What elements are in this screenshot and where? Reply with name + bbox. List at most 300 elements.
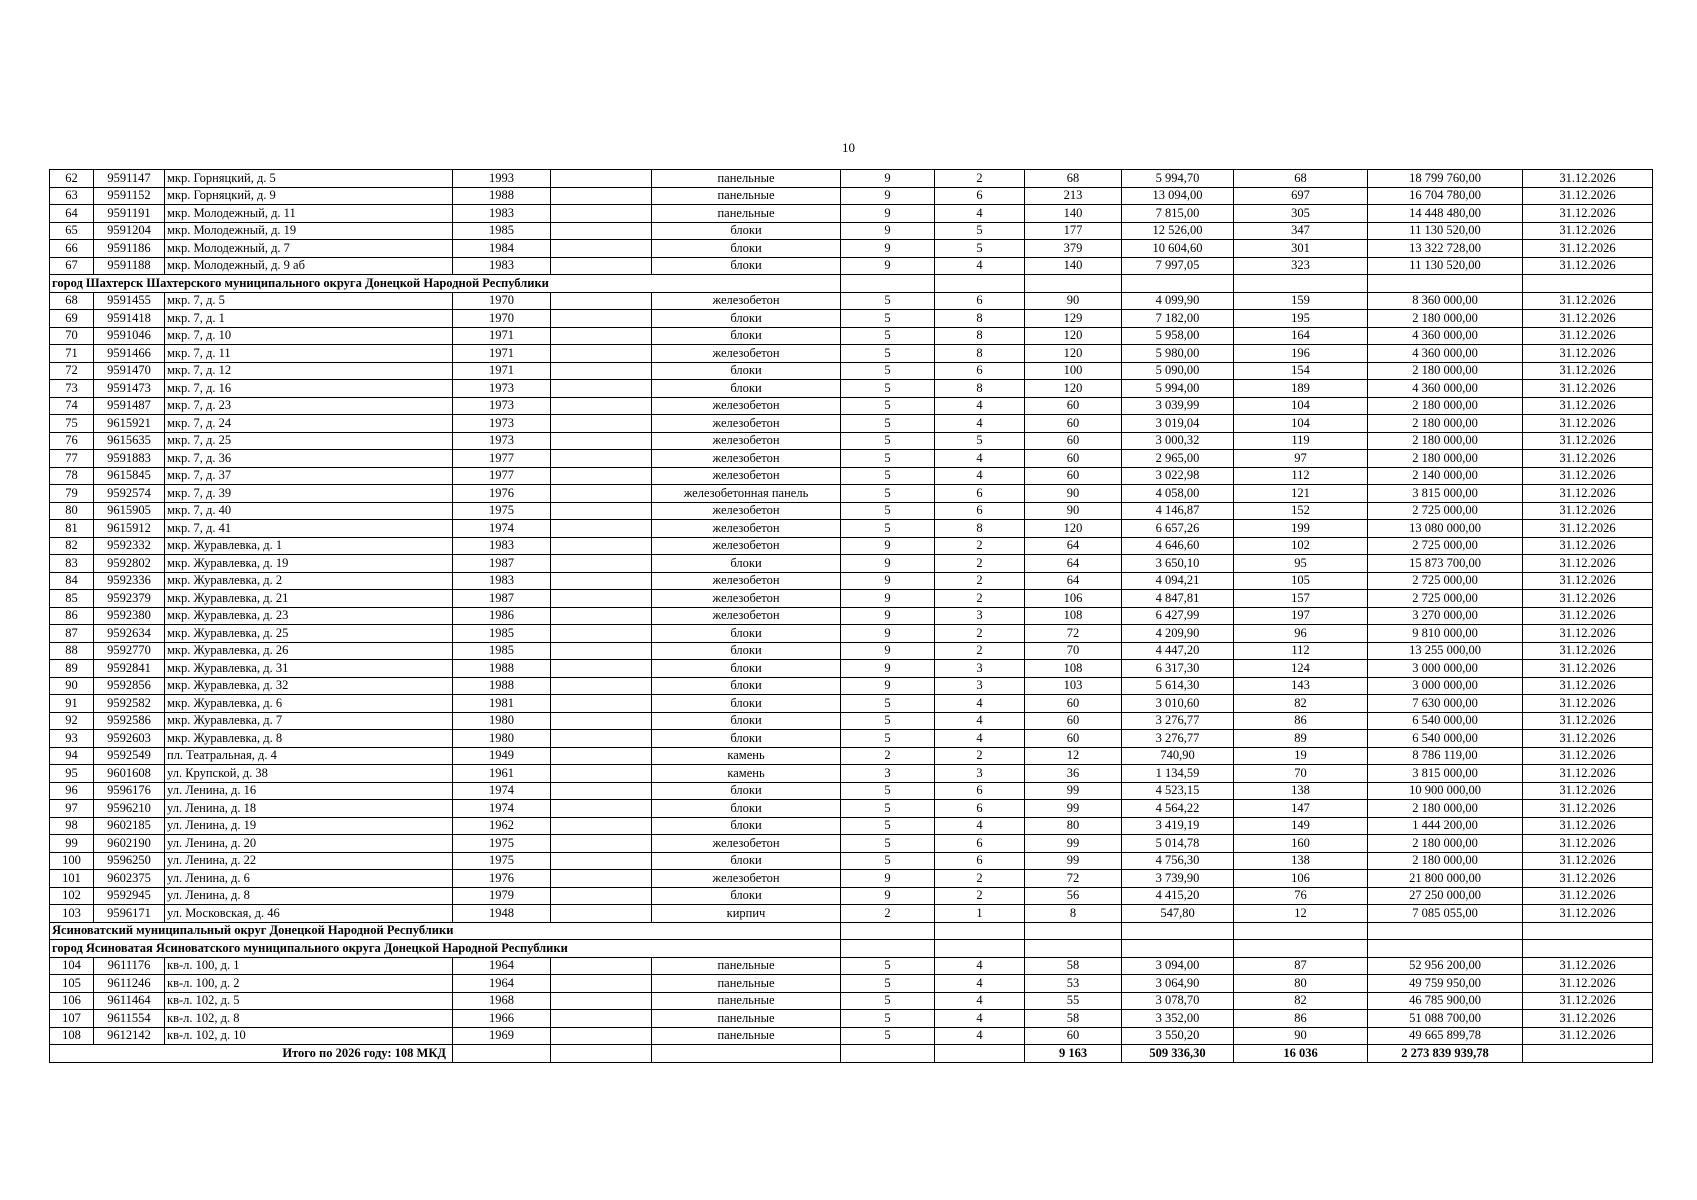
table-body [50,170,1653,1063]
empty-cell [1523,1045,1653,1063]
entrances-cell: 2 [935,170,1025,188]
entrances-cell: 3 [935,765,1025,783]
empty-cell [1368,275,1523,293]
deadline-cell: 31.12.2026 [1523,590,1653,608]
floors-cell: 5 [841,502,935,520]
cost-cell: 4 360 000,00 [1368,327,1523,345]
table-row [50,712,1653,730]
apartments-cell: 90 [1025,485,1122,503]
entrances-cell: 5 [935,432,1025,450]
build-year-cell: 1983 [453,205,551,223]
entrances-cell: 2 [935,747,1025,765]
building-id-cell: 9592841 [94,660,165,678]
area-cell: 4 099,90 [1122,292,1234,310]
empty-cell-cell [551,677,652,695]
area-cell: 5 958,00 [1122,327,1234,345]
address-cell: мкр. Молодежный, д. 19 [165,222,453,240]
row-number-cell: 67 [50,257,94,275]
residents-cell: 164 [1234,327,1368,345]
empty-cell [1523,940,1653,958]
residents-cell: 68 [1234,170,1368,188]
cost-cell: 2 725 000,00 [1368,572,1523,590]
row-number-cell: 64 [50,205,94,223]
row-number-cell: 93 [50,730,94,748]
residents-cell: 323 [1234,257,1368,275]
area-cell: 5 090,00 [1122,362,1234,380]
table-row [50,607,1653,625]
build-year-cell: 1987 [453,555,551,573]
residents-cell: 138 [1234,782,1368,800]
entrances-cell: 1 [935,905,1025,923]
entrances-cell: 2 [935,555,1025,573]
building-id-cell: 9592770 [94,642,165,660]
row-number-cell: 65 [50,222,94,240]
address-cell: мкр. Журавлевка, д. 26 [165,642,453,660]
entrances-cell: 4 [935,1010,1025,1028]
area-cell: 6 427,99 [1122,607,1234,625]
address-cell: мкр. Журавлевка, д. 8 [165,730,453,748]
address-cell: мкр. 7, д. 24 [165,415,453,433]
table-row [50,817,1653,835]
residents-cell: 195 [1234,310,1368,328]
building-id-cell: 9592336 [94,572,165,590]
address-cell: ул. Ленина, д. 19 [165,817,453,835]
cost-cell: 3 815 000,00 [1368,765,1523,783]
floors-cell: 5 [841,695,935,713]
building-id-cell: 9592582 [94,695,165,713]
building-id-cell: 9596250 [94,852,165,870]
build-year-cell: 1974 [453,520,551,538]
building-id-cell: 9592856 [94,677,165,695]
building-id-cell: 9615921 [94,415,165,433]
empty-cell-cell [551,362,652,380]
building-id-cell: 9591152 [94,187,165,205]
cost-cell: 9 810 000,00 [1368,625,1523,643]
build-year-cell: 1981 [453,695,551,713]
row-number-cell: 79 [50,485,94,503]
apartments-cell: 72 [1025,625,1122,643]
wall-material-cell: железобетон [652,397,841,415]
row-number-cell: 74 [50,397,94,415]
entrances-cell: 3 [935,607,1025,625]
empty-cell-cell [551,782,652,800]
floors-cell: 9 [841,537,935,555]
building-id-cell: 9611246 [94,975,165,993]
floors-cell: 9 [841,590,935,608]
build-year-cell: 1970 [453,292,551,310]
area-cell: 5 980,00 [1122,345,1234,363]
deadline-cell: 31.12.2026 [1523,870,1653,888]
wall-material-cell: железобетон [652,520,841,538]
deadline-cell: 31.12.2026 [1523,537,1653,555]
apartments-cell: 106 [1025,590,1122,608]
apartments-cell: 64 [1025,572,1122,590]
area-cell: 5 014,78 [1122,835,1234,853]
row-number-cell: 91 [50,695,94,713]
entrances-cell: 4 [935,817,1025,835]
entrances-cell: 2 [935,625,1025,643]
cost-cell: 13 080 000,00 [1368,520,1523,538]
row-number-cell: 77 [50,450,94,468]
cost-cell: 2 180 000,00 [1368,397,1523,415]
address-cell: мкр. Журавлевка, д. 2 [165,572,453,590]
table-row [50,170,1653,188]
build-year-cell: 1966 [453,1010,551,1028]
empty-cell [1122,940,1234,958]
entrances-cell: 5 [935,222,1025,240]
wall-material-cell: железобетонная панель [652,485,841,503]
empty-cell-cell [551,642,652,660]
floors-cell: 9 [841,222,935,240]
building-id-cell: 9602375 [94,870,165,888]
empty-cell-cell [551,397,652,415]
address-cell: мкр. Журавлевка, д. 6 [165,695,453,713]
area-cell: 3 352,00 [1122,1010,1234,1028]
entrances-cell: 8 [935,520,1025,538]
entrances-cell: 5 [935,240,1025,258]
build-year-cell: 1979 [453,887,551,905]
cost-cell: 49 665 899,78 [1368,1027,1523,1045]
deadline-cell: 31.12.2026 [1523,712,1653,730]
building-id-cell: 9602190 [94,835,165,853]
empty-cell-cell [551,765,652,783]
build-year-cell: 1985 [453,222,551,240]
deadline-cell: 31.12.2026 [1523,170,1653,188]
row-number-cell: 69 [50,310,94,328]
building-id-cell: 9591470 [94,362,165,380]
floors-cell: 5 [841,800,935,818]
address-cell: мкр. 7, д. 11 [165,345,453,363]
apartments-cell: 53 [1025,975,1122,993]
apartments-cell: 68 [1025,170,1122,188]
building-id-cell: 9611464 [94,992,165,1010]
residents-cell: 97 [1234,450,1368,468]
empty-cell-cell [551,485,652,503]
empty-cell [841,1045,935,1063]
floors-cell: 3 [841,765,935,783]
entrances-cell: 2 [935,642,1025,660]
entrances-cell: 8 [935,310,1025,328]
residents-cell: 157 [1234,590,1368,608]
deadline-cell: 31.12.2026 [1523,957,1653,975]
address-cell: мкр. Молодежный, д. 9 аб [165,257,453,275]
apartments-cell: 177 [1025,222,1122,240]
wall-material-cell: панельные [652,975,841,993]
table-row [50,765,1653,783]
floors-cell: 9 [841,257,935,275]
floors-cell: 5 [841,852,935,870]
empty-cell-cell [551,380,652,398]
build-year-cell: 1970 [453,310,551,328]
building-id-cell: 9596210 [94,800,165,818]
apartments-cell: 90 [1025,502,1122,520]
table-row [50,450,1653,468]
floors-cell: 5 [841,380,935,398]
empty-cell-cell [551,520,652,538]
cost-cell: 46 785 900,00 [1368,992,1523,1010]
build-year-cell: 1985 [453,642,551,660]
residents-cell: 104 [1234,397,1368,415]
entrances-cell: 4 [935,1027,1025,1045]
row-number-cell: 72 [50,362,94,380]
empty-cell [453,1045,551,1063]
wall-material-cell: блоки [652,660,841,678]
wall-material-cell: блоки [652,555,841,573]
wall-material-cell: блоки [652,257,841,275]
cost-cell: 4 360 000,00 [1368,380,1523,398]
address-cell: ул. Ленина, д. 18 [165,800,453,818]
wall-material-cell: блоки [652,817,841,835]
wall-material-cell: железобетон [652,590,841,608]
cost-cell: 11 130 520,00 [1368,257,1523,275]
deadline-cell: 31.12.2026 [1523,555,1653,573]
wall-material-cell: блоки [652,887,841,905]
row-number-cell: 63 [50,187,94,205]
cost-cell: 51 088 700,00 [1368,1010,1523,1028]
wall-material-cell: блоки [652,642,841,660]
entrances-cell: 3 [935,677,1025,695]
address-cell: мкр. Журавлевка, д. 23 [165,607,453,625]
address-cell: мкр. 7, д. 41 [165,520,453,538]
apartments-cell: 99 [1025,782,1122,800]
deadline-cell: 31.12.2026 [1523,905,1653,923]
row-number-cell: 73 [50,380,94,398]
building-id-cell: 9592379 [94,590,165,608]
build-year-cell: 1973 [453,432,551,450]
cost-cell: 6 540 000,00 [1368,712,1523,730]
empty-cell-cell [551,625,652,643]
empty-cell [652,1045,841,1063]
building-id-cell: 9591191 [94,205,165,223]
building-id-cell: 9611554 [94,1010,165,1028]
entrances-cell: 4 [935,397,1025,415]
section-title: город Ясиноватая Ясиноватского муниципального округа Донецкой Народной Республики [50,940,841,958]
row-number-cell: 99 [50,835,94,853]
building-id-cell: 9592574 [94,485,165,503]
build-year-cell: 1986 [453,607,551,625]
apartments-cell: 129 [1025,310,1122,328]
wall-material-cell: панельные [652,992,841,1010]
floors-cell: 5 [841,1027,935,1045]
area-cell: 740,90 [1122,747,1234,765]
deadline-cell: 31.12.2026 [1523,677,1653,695]
cost-cell: 7 085 055,00 [1368,905,1523,923]
building-id-cell: 9611176 [94,957,165,975]
apartments-cell: 58 [1025,1010,1122,1028]
apartments-cell: 90 [1025,292,1122,310]
residents-cell: 196 [1234,345,1368,363]
building-id-cell: 9591147 [94,170,165,188]
floors-cell: 9 [841,625,935,643]
area-cell: 5 994,70 [1122,170,1234,188]
build-year-cell: 1975 [453,852,551,870]
apartments-cell: 120 [1025,345,1122,363]
area-cell: 547,80 [1122,905,1234,923]
deadline-cell: 31.12.2026 [1523,572,1653,590]
deadline-cell: 31.12.2026 [1523,747,1653,765]
build-year-cell: 1977 [453,450,551,468]
apartments-cell: 60 [1025,712,1122,730]
build-year-cell: 1964 [453,975,551,993]
build-year-cell: 1976 [453,870,551,888]
empty-cell-cell [551,187,652,205]
empty-cell-cell [551,467,652,485]
row-number-cell: 84 [50,572,94,590]
residents-cell: 105 [1234,572,1368,590]
row-number-cell: 76 [50,432,94,450]
cost-cell: 8 786 119,00 [1368,747,1523,765]
build-year-cell: 1969 [453,1027,551,1045]
residents-cell: 143 [1234,677,1368,695]
entrances-cell: 4 [935,695,1025,713]
address-cell: мкр. Молодежный, д. 11 [165,205,453,223]
cost-cell: 2 180 000,00 [1368,362,1523,380]
row-number-cell: 71 [50,345,94,363]
cost-cell: 18 799 760,00 [1368,170,1523,188]
build-year-cell: 1983 [453,257,551,275]
residents-cell: 12 [1234,905,1368,923]
cost-cell: 10 900 000,00 [1368,782,1523,800]
cost-cell: 2 180 000,00 [1368,415,1523,433]
address-cell: мкр. 7, д. 16 [165,380,453,398]
empty-cell-cell [551,1010,652,1028]
residents-cell: 86 [1234,712,1368,730]
deadline-cell: 31.12.2026 [1523,1027,1653,1045]
address-cell: кв-л. 102, д. 5 [165,992,453,1010]
residents-cell: 70 [1234,765,1368,783]
table-row [50,380,1653,398]
address-cell: кв-л. 102, д. 8 [165,1010,453,1028]
area-cell: 3 550,20 [1122,1027,1234,1045]
row-number-cell: 90 [50,677,94,695]
table-row [50,1027,1653,1045]
build-year-cell: 1975 [453,502,551,520]
table-row [50,345,1653,363]
empty-cell [1234,275,1368,293]
deadline-cell: 31.12.2026 [1523,695,1653,713]
building-id-cell: 9615635 [94,432,165,450]
cost-cell: 2 180 000,00 [1368,835,1523,853]
deadline-cell: 31.12.2026 [1523,415,1653,433]
empty-cell-cell [551,695,652,713]
address-cell: ул. Ленина, д. 8 [165,887,453,905]
table-row [50,310,1653,328]
residents-cell: 112 [1234,467,1368,485]
apartments-cell: 108 [1025,607,1122,625]
building-id-cell: 9591418 [94,310,165,328]
table-row [50,467,1653,485]
table-row [50,257,1653,275]
residents-cell: 197 [1234,607,1368,625]
deadline-cell: 31.12.2026 [1523,607,1653,625]
address-cell: ул. Ленина, д. 6 [165,870,453,888]
empty-cell-cell [551,607,652,625]
apartments-cell: 56 [1025,887,1122,905]
apartments-cell: 55 [1025,992,1122,1010]
empty-cell [1523,275,1653,293]
row-number-cell: 62 [50,170,94,188]
address-cell: мкр. Журавлевка, д. 7 [165,712,453,730]
floors-cell: 2 [841,905,935,923]
area-cell: 4 415,20 [1122,887,1234,905]
address-cell: мкр. 7, д. 25 [165,432,453,450]
entrances-cell: 4 [935,467,1025,485]
empty-cell-cell [551,257,652,275]
empty-cell [551,1045,652,1063]
deadline-cell: 31.12.2026 [1523,327,1653,345]
wall-material-cell: железобетон [652,432,841,450]
section-row [50,940,1653,958]
building-id-cell: 9615845 [94,467,165,485]
deadline-cell: 31.12.2026 [1523,502,1653,520]
wall-material-cell: железобетон [652,870,841,888]
cost-cell: 6 540 000,00 [1368,730,1523,748]
empty-cell [1122,275,1234,293]
wall-material-cell: железобетон [652,537,841,555]
building-id-cell: 9592802 [94,555,165,573]
empty-cell-cell [551,992,652,1010]
table-row [50,800,1653,818]
area-cell: 3 039,99 [1122,397,1234,415]
entrances-cell: 6 [935,800,1025,818]
address-cell: кв-л. 100, д. 2 [165,975,453,993]
floors-cell: 9 [841,870,935,888]
cost-cell: 2 180 000,00 [1368,852,1523,870]
address-cell: пл. Театральная, д. 4 [165,747,453,765]
row-number-cell: 102 [50,887,94,905]
residents-cell: 119 [1234,432,1368,450]
apartments-cell: 8 [1025,905,1122,923]
cost-cell: 49 759 950,00 [1368,975,1523,993]
area-cell: 6 317,30 [1122,660,1234,678]
apartments-cell: 60 [1025,467,1122,485]
apartments-cell: 140 [1025,257,1122,275]
apartments-cell: 60 [1025,730,1122,748]
cost-cell: 3 000 000,00 [1368,677,1523,695]
build-year-cell: 1988 [453,187,551,205]
apartments-cell: 108 [1025,660,1122,678]
row-number-cell: 92 [50,712,94,730]
address-cell: мкр. Горняцкий, д. 5 [165,170,453,188]
building-id-cell: 9591455 [94,292,165,310]
wall-material-cell: блоки [652,695,841,713]
apartments-cell: 120 [1025,380,1122,398]
area-cell: 4 447,20 [1122,642,1234,660]
area-cell: 4 756,30 [1122,852,1234,870]
building-id-cell: 9591473 [94,380,165,398]
building-id-cell: 9615905 [94,502,165,520]
floors-cell: 9 [841,555,935,573]
table-row [50,957,1653,975]
cost-cell: 2 180 000,00 [1368,450,1523,468]
residents-cell: 19 [1234,747,1368,765]
building-id-cell: 9591204 [94,222,165,240]
empty-cell-cell [551,432,652,450]
table-row [50,677,1653,695]
building-id-cell: 9591186 [94,240,165,258]
row-number-cell: 80 [50,502,94,520]
empty-cell-cell [551,572,652,590]
entrances-cell: 4 [935,257,1025,275]
floors-cell: 5 [841,397,935,415]
total-row [50,1045,1653,1063]
wall-material-cell: железобетон [652,835,841,853]
row-number-cell: 104 [50,957,94,975]
area-cell: 4 847,81 [1122,590,1234,608]
residents-cell: 160 [1234,835,1368,853]
address-cell: мкр. 7, д. 1 [165,310,453,328]
row-number-cell: 98 [50,817,94,835]
